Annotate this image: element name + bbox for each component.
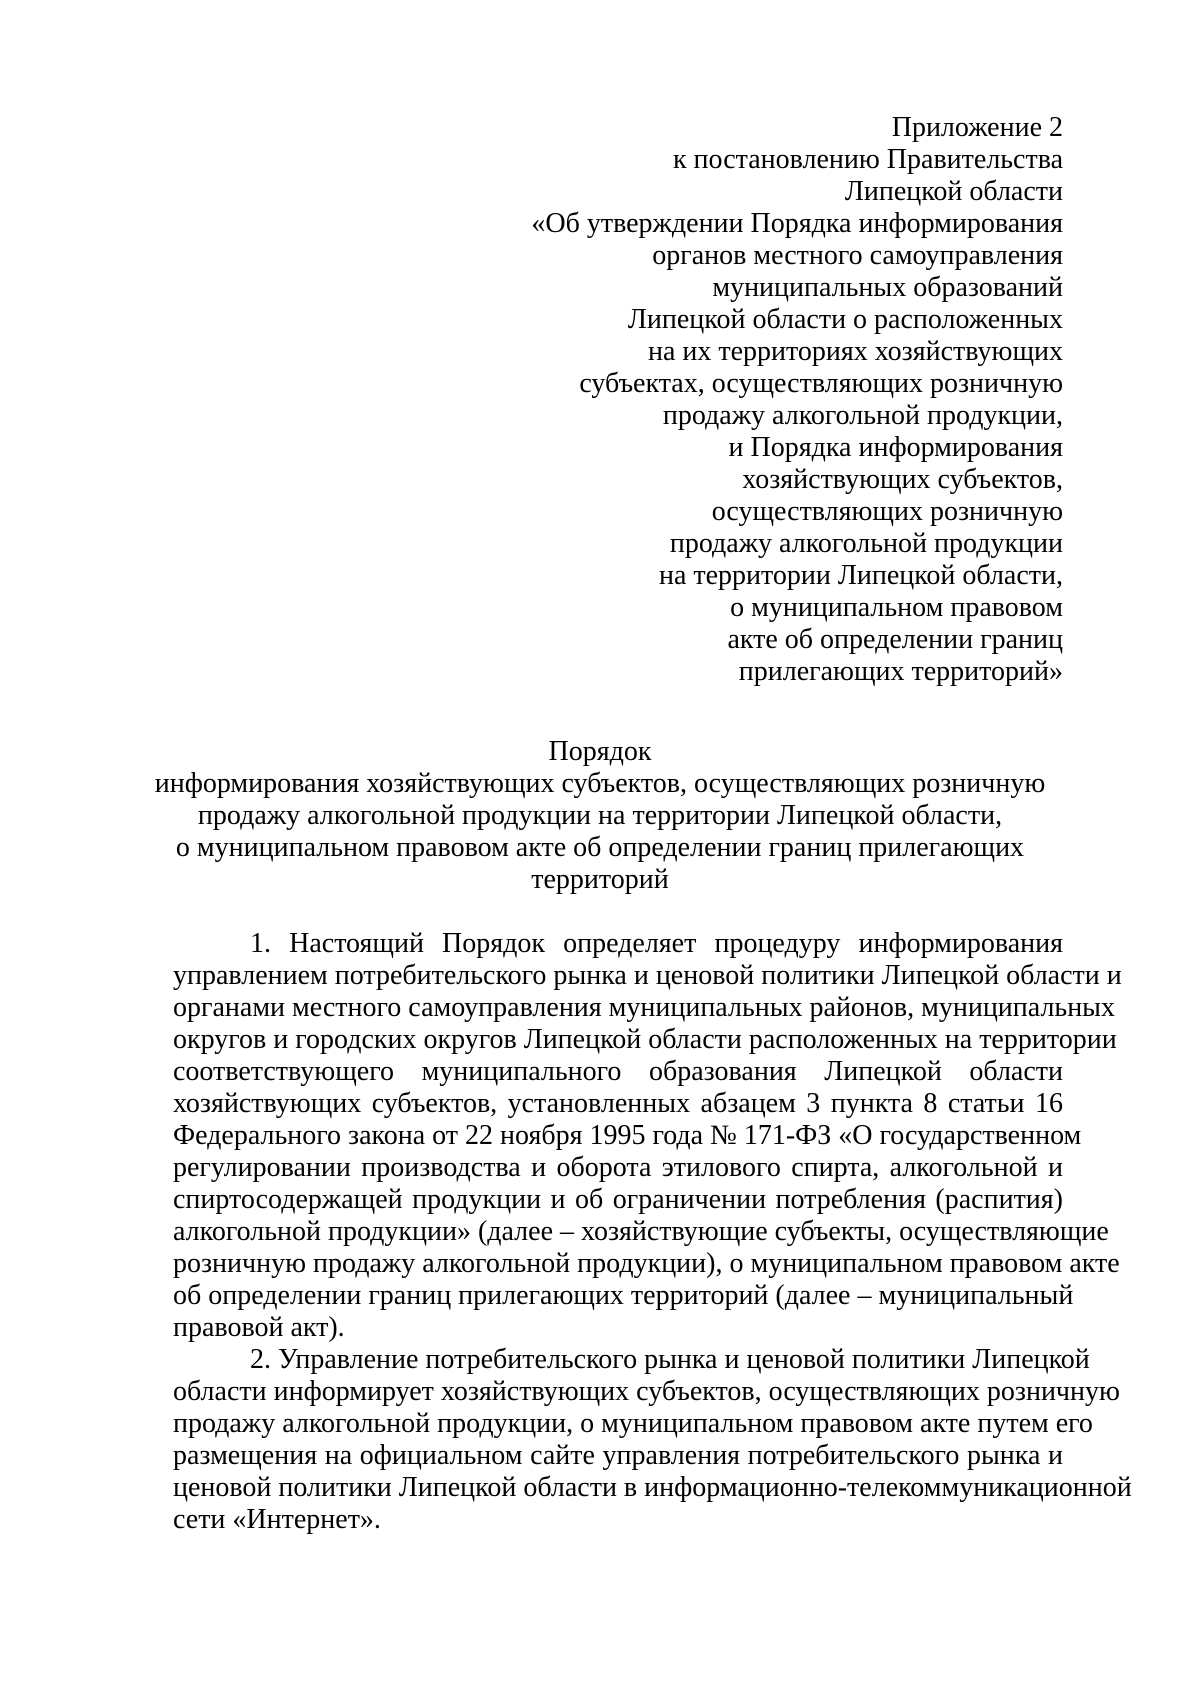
- paragraph-line: ценовой политики Липецкой области в информационно-телекоммуникационной: [173, 1472, 1132, 1503]
- annex-line: органов местного самоуправления: [652, 240, 1063, 271]
- paragraph-line: 2. Управление потребительского рынка и ценовой политики Липецкой: [250, 1344, 1090, 1375]
- annex-line: продажу алкогольной продукции: [669, 528, 1063, 559]
- annex-line: прилегающих территорий»: [738, 656, 1063, 687]
- annex-line: на территории Липецкой области,: [658, 560, 1063, 591]
- paragraph-line: соответствующего муниципального образования Липецкой области: [173, 1056, 1063, 1087]
- paragraph-line: об определении границ прилегающих территорий (далее – муниципальный: [173, 1280, 1074, 1311]
- annex-line: муниципальных образований: [712, 272, 1063, 303]
- paragraph-line: продажу алкогольной продукции, о муниципальном правовом акте путем его: [173, 1408, 1093, 1439]
- annex-line: осуществляющих розничную: [711, 496, 1063, 527]
- annex-line: на их территориях хозяйствующих: [647, 336, 1063, 367]
- annex-line: хозяйствующих субъектов,: [742, 464, 1063, 495]
- annex-line: Липецкой области о расположенных: [627, 304, 1063, 335]
- paragraph-line: управлением потребительского рынка и ценовой политики Липецкой области и: [173, 960, 1122, 991]
- annex-line: к постановлению Правительства: [672, 144, 1063, 175]
- title-line: о муниципальном правовом акте об определении границ прилегающих: [175, 832, 1025, 863]
- annex-line: о муниципальном правовом: [730, 592, 1063, 623]
- title-heading: Порядок: [548, 736, 652, 767]
- annex-line: субъектах, осуществляющих розничную: [579, 368, 1063, 399]
- paragraph-line: сети «Интернет».: [173, 1504, 381, 1535]
- annex-line: Липецкой области: [844, 176, 1063, 207]
- paragraph-line: размещения на официальном сайте управления потребительского рынка и: [173, 1440, 1063, 1471]
- annex-line: и Порядка информирования: [728, 432, 1063, 463]
- paragraph-line: округов и городских округов Липецкой области расположенных на территории: [173, 1024, 1117, 1055]
- paragraph-line: спиртосодержащей продукции и об ограничении потребления (распития): [173, 1184, 1063, 1215]
- paragraph-line: хозяйствующих субъектов, установленных абзацем 3 пункта 8 статьи 16: [173, 1088, 1063, 1119]
- title-line: продажу алкогольной продукции на территории Липецкой области,: [197, 800, 1003, 831]
- paragraph-line: регулировании производства и оборота этилового спирта, алкогольной и: [173, 1152, 1063, 1183]
- paragraph-line: правовой акт).: [173, 1312, 345, 1343]
- title-line: территорий: [531, 864, 669, 895]
- annex-line: продажу алкогольной продукции,: [662, 400, 1063, 431]
- paragraph-line: Федерального закона от 22 ноября 1995 года № 171-ФЗ «О государственном: [173, 1120, 1082, 1151]
- paragraph-line: алкогольной продукции» (далее – хозяйствующие субъекты, осуществляющие: [173, 1216, 1109, 1247]
- annex-line: акте об определении границ: [727, 624, 1063, 655]
- annex-line: Приложение 2: [891, 112, 1063, 143]
- title-line: информирования хозяйствующих субъектов, осуществляющих розничную: [154, 768, 1046, 799]
- paragraph-line: органами местного самоуправления муниципальных районов, муниципальных: [173, 992, 1115, 1023]
- paragraph-line: 1. Настоящий Порядок определяет процедуру информирования: [250, 928, 1063, 959]
- annex-line: «Об утверждении Порядка информирования: [531, 208, 1063, 239]
- paragraph-line: области информирует хозяйствующих субъектов, осуществляющих розничную: [173, 1376, 1120, 1407]
- paragraph-line: розничную продажу алкогольной продукции), о муниципальном правовом акте: [173, 1248, 1120, 1279]
